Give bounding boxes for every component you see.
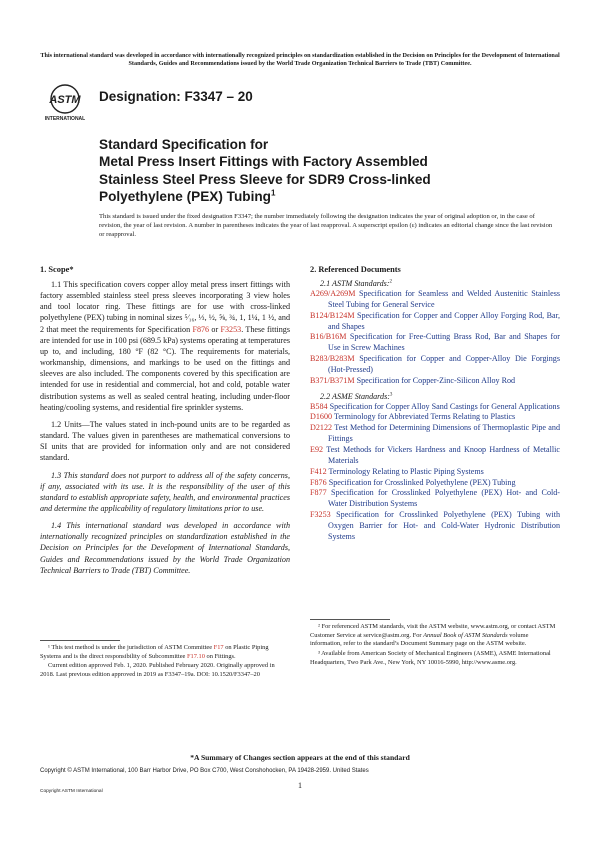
reference-code-link[interactable]: B124/B124M <box>310 310 355 320</box>
reference-item <box>310 354 560 376</box>
title-line: Metal Press Insert Fittings with Factory Assembled <box>99 154 428 170</box>
reference-item <box>310 467 560 478</box>
page-number: 1 <box>298 781 302 790</box>
reference-code-link[interactable]: F877 <box>310 488 327 498</box>
reference-code-link[interactable]: B16/B16M <box>310 332 347 342</box>
reference-title-link[interactable]: Terminology Relating to Plastic Piping Systems <box>328 466 484 476</box>
right-column <box>310 265 560 543</box>
footnote-divider <box>310 619 390 620</box>
licensed-note: Copyright ASTM International <box>40 789 103 794</box>
reference-code-link[interactable]: B584 <box>310 401 328 411</box>
reference-code-link[interactable]: D1600 <box>310 412 333 422</box>
reference-title-link[interactable]: Specification for Seamless and Welded Austenitic Stainless Steel Tubing for General Service <box>328 289 560 309</box>
reference-item <box>310 402 560 413</box>
reference-title-link[interactable]: Terminology for Abbreviated Terms Relating to Plastics <box>333 412 516 422</box>
link-f3253[interactable]: F3253 <box>220 324 242 334</box>
reference-item <box>310 445 560 467</box>
reference-item <box>310 510 560 543</box>
link-f17-10[interactable]: F17.10 <box>186 652 205 660</box>
copyright: Copyright © ASTM International, 100 Barr Harbor Drive, PO Box C700, West Conshohocken, PA 19428-2959. United States <box>40 768 369 774</box>
logo-subtext: INTERNATIONAL <box>44 116 86 122</box>
reference-title-link[interactable]: Specification for Copper-Zinc-Silicon Alloy Rod <box>356 375 516 385</box>
scope-heading: 1. Scope* <box>40 265 74 274</box>
reference-item <box>310 376 560 387</box>
footnote-1: ¹ This test method is under the jurisdiction of ASTM Committee F17 on Plastic Piping Systems and is the direct responsibility of Subcommittee F17.10 on Fittings. <box>40 644 269 660</box>
scope-paragraph-2: 1.2 Units—The values stated in inch-pound units are to be regarded as standard. The values given in parentheses are mathematical conversions to SI units that are provided for information only and are not considered standard. <box>40 419 290 463</box>
reference-item <box>310 423 560 445</box>
title-line: Stainless Steel Press Sleeve for SDR9 Cross-linked <box>99 171 431 187</box>
link-f876[interactable]: F876 <box>192 324 210 334</box>
reference-item <box>310 311 560 333</box>
top-notice: This international standard was developed in accordance with internationally recognized principles on standardization established in the Decision on Principles for the Development of International Standards, Guides and Recommendations issued by the World Trade Organization Technical Barriers to Trade (TBT) Committee. <box>40 52 560 68</box>
footnote-divider <box>40 640 120 641</box>
footnote-2: ² For referenced ASTM standards, visit the ASTM website, www.astm.org, or contact ASTM Customer Service at service@astm.org. For Annual Book of ASTM Standards volume information, refer to the standard’s Document Summary page on the ASTM website. <box>310 623 556 648</box>
title-line: Polyethylene (PEX) Tubing$^1$ <box>99 188 276 204</box>
astm-standards-label: 2.1 ASTM Standards:$^2$ <box>320 279 392 288</box>
reference-title-link[interactable]: Test Method for Determining Dimensions of Thermoplastic Pipe and Fittings <box>328 423 560 444</box>
designation: Designation: F3347 – 20 <box>99 89 253 104</box>
references-heading: 2. Referenced Documents <box>310 265 401 274</box>
reference-code-link[interactable]: F876 <box>310 477 327 487</box>
reference-title-link[interactable]: Specification for Crosslinked Polyethylene (PEX) Tubing <box>328 477 516 487</box>
reference-code-link[interactable]: B371/B371M <box>310 375 355 385</box>
reference-code-link[interactable]: F412 <box>310 466 327 476</box>
reference-item <box>310 289 560 311</box>
title-line: Standard Specification for <box>99 137 269 152</box>
asme-standards-label: 2.2 ASME Standards:$^3$ <box>320 391 393 401</box>
astm-logo <box>40 82 90 124</box>
reference-title-link[interactable]: Specification for Crosslinked Polyethylene (PEX) Tubing with Oxygen Barrier for Hot- and Cold-Water Hydronic Distribution Systems <box>328 510 560 541</box>
title-footnote-mark: 1 <box>270 188 276 198</box>
scope-paragraph-1: 1.1 This specification covers copper alloy metal press insert fittings with factory assembled stainless steel press sleeves incorporating 3 view holes and tool locator ring. These fittings are for use with cross-linked polyethylene (PEX) tubing in nominal sizes ⁵⁄₁₆, ⅓, ½, ⅝, ¾, 1, 1¼, 1 ½, and 2 that meet the requirements for Specification F876 or F3253. These fittings are intended for use in 100 psi (689.5 kPa) systems operating at temperatures up to, and including, 180 °F (82 °C). The requirements for materials, workmanship, dimensions, and markings to be used on the fittings and sleeves are also included. The components covered by this specification are intended for use in residential and commercial, hot and cold, potable water distribution systems as well as sealed central heating, including under-floor heating/cooling systems, and residential fire sprinkler systems. <box>40 280 290 412</box>
reference-item <box>310 412 560 423</box>
reference-item <box>310 332 560 354</box>
document-title <box>99 136 431 205</box>
summary-note: *A Summary of Changes section appears at the end of this standard <box>190 753 410 762</box>
reference-code-link[interactable]: B283/B283M <box>310 354 355 364</box>
right-footnotes <box>310 623 560 668</box>
link-f17[interactable]: F17 <box>213 644 224 651</box>
reference-item <box>310 488 560 510</box>
reference-code-link[interactable]: D2122 <box>310 423 333 433</box>
reference-item <box>310 478 560 489</box>
reference-code-link[interactable]: F3253 <box>310 510 331 520</box>
reference-title-link[interactable]: Test Methods for Vickers Hardness and Knoop Hardness of Metallic Materials <box>326 444 560 465</box>
scope-paragraph-3: 1.3 This standard does not purport to address all of the safety concerns, if any, associated with its use. It is the responsibility of the user of this standard to establish appropriate safety, health, and environmental practices and determine the applicability of regulatory limitations prior to use. <box>40 470 290 513</box>
asme-reference-list <box>310 402 560 543</box>
astm-reference-list <box>310 289 560 387</box>
scope-paragraph-4: 1.4 This international standard was developed in accordance with internationally recognized principles on standardization established in the Decision on Principles for the Development of International Standards, Guides and Recommendations issued by the World Trade Organization Technical Barriers to Trade (TBT) Committee. <box>40 521 290 575</box>
footnote-3: ³ Available from American Society of Mechanical Engineers (ASME), ASME International Headquarters, Two Park Ave., New York, NY 10016-5990, http://www.asme.org. <box>310 649 551 666</box>
logo-text: ASTM <box>49 94 81 106</box>
left-column <box>40 265 290 582</box>
issue-note: This standard is issued under the fixed designation F3347; the number immediately following the designation indicates the year of original adoption or, in the case of revision, the year of last revision. A number in parentheses indicates the year of last reapproval. A superscript epsilon (ε) indicates an editorial change since the last revision or reapproval. <box>99 213 553 238</box>
left-footnotes <box>40 644 290 681</box>
reference-title-link[interactable]: Specification for Crosslinked Polyethylene (PEX) Hot- and Cold-Water Distribution Systems <box>328 488 560 509</box>
reference-title-link[interactable]: Specification for Free-Cutting Brass Rod, Bar and Shapes for Use in Screw Machines <box>328 332 560 353</box>
reference-title-link[interactable]: Specification for Copper and Copper-Alloy Die Forgings (Hot-Pressed) <box>328 354 560 374</box>
reference-code-link[interactable]: E92 <box>310 444 324 454</box>
reference-code-link[interactable]: A269/A269M <box>310 289 356 298</box>
reference-title-link[interactable]: Specification for Copper and Copper Alloy Forging Rod, Bar, and Shapes <box>328 310 560 331</box>
reference-title-link[interactable]: Specification for Copper Alloy Sand Castings for General Applications <box>329 401 560 411</box>
footnote-1-edition: Current edition approved Feb. 1, 2020. Published February 2020. Originally approved in 2018. Last previous edition approved in 2019 as F3347–19a. DOI: 10.1520/F3347–20 <box>40 662 275 678</box>
